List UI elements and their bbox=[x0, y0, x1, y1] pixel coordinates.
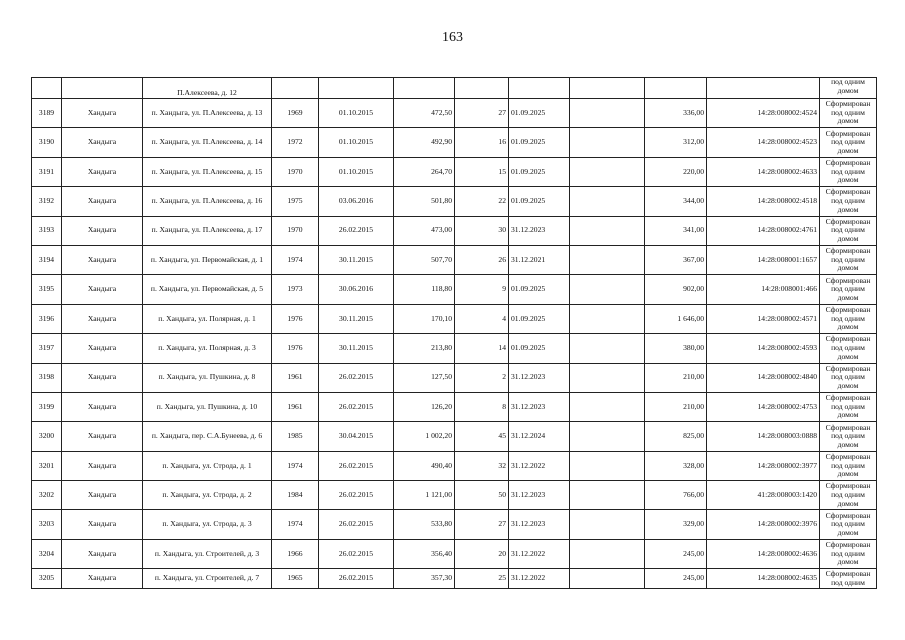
date-cell: 30.11.2015 bbox=[319, 334, 394, 363]
note-cell: Сформирован под одним домом bbox=[820, 304, 877, 333]
year-built-cell: 1976 bbox=[272, 304, 319, 333]
value-cell: 210,00 bbox=[645, 392, 707, 421]
area-cell: 472,50 bbox=[394, 99, 455, 128]
deadline-date-cell: 31.12.2023 bbox=[509, 392, 570, 421]
residents-count-cell: 26 bbox=[455, 245, 509, 274]
row-number-cell: 3200 bbox=[32, 422, 62, 451]
address-cell: п. Хандыга, ул. П.Алексеева, д. 17 bbox=[143, 216, 272, 245]
value-cell: 245,00 bbox=[645, 569, 707, 589]
value-cell: 210,00 bbox=[645, 363, 707, 392]
locality-cell: Хандыга bbox=[62, 245, 143, 274]
year-built-cell: 1976 bbox=[272, 334, 319, 363]
table-row bbox=[32, 481, 877, 510]
cadastral-number-cell: 14:28:008002:4524 bbox=[707, 99, 820, 128]
note-cell: Сформирован под одним домом bbox=[820, 334, 877, 363]
year-built-cell: 1974 bbox=[272, 245, 319, 274]
date-cell: 30.11.2015 bbox=[319, 304, 394, 333]
year-built-cell: 1985 bbox=[272, 422, 319, 451]
area-cell: 357,30 bbox=[394, 569, 455, 589]
empty-cell bbox=[570, 451, 645, 480]
residents-count-cell: 15 bbox=[455, 157, 509, 186]
date-cell: 26.02.2015 bbox=[319, 481, 394, 510]
row-number-cell: 3189 bbox=[32, 99, 62, 128]
residents-count-cell: 16 bbox=[455, 128, 509, 157]
value-cell: 245,00 bbox=[645, 539, 707, 568]
cadastral-number-cell bbox=[707, 78, 820, 99]
cadastral-number-cell: 14:28:008002:4523 bbox=[707, 128, 820, 157]
locality-cell: Хандыга bbox=[62, 569, 143, 589]
address-cell: п. Хандыга, ул. Пушкина, д. 8 bbox=[143, 363, 272, 392]
residents-count-cell: 32 bbox=[455, 451, 509, 480]
value-cell: 336,00 bbox=[645, 99, 707, 128]
table-row bbox=[32, 539, 877, 568]
row-number-cell: 3196 bbox=[32, 304, 62, 333]
residents-count-cell: 30 bbox=[455, 216, 509, 245]
area-cell: 473,00 bbox=[394, 216, 455, 245]
date-cell: 01.10.2015 bbox=[319, 128, 394, 157]
residents-count-cell: 4 bbox=[455, 304, 509, 333]
empty-cell bbox=[570, 334, 645, 363]
table-row bbox=[32, 99, 877, 128]
deadline-date-cell bbox=[509, 78, 570, 99]
note-cell: Сформирован под одним домом bbox=[820, 245, 877, 274]
locality-cell: Хандыга bbox=[62, 334, 143, 363]
address-cell: П.Алексеева, д. 12 bbox=[143, 78, 272, 99]
table-row bbox=[32, 304, 877, 333]
date-cell: 01.10.2015 bbox=[319, 99, 394, 128]
empty-cell bbox=[570, 569, 645, 589]
area-cell: 501,80 bbox=[394, 187, 455, 216]
empty-cell bbox=[570, 392, 645, 421]
note-cell: Сформирован под одним домом bbox=[820, 451, 877, 480]
empty-cell bbox=[570, 539, 645, 568]
deadline-date-cell: 31.12.2022 bbox=[509, 451, 570, 480]
year-built-cell: 1961 bbox=[272, 392, 319, 421]
area-cell: 170,10 bbox=[394, 304, 455, 333]
date-cell: 26.02.2015 bbox=[319, 569, 394, 589]
note-cell: Сформирован под одним домом bbox=[820, 275, 877, 304]
residents-count-cell: 9 bbox=[455, 275, 509, 304]
row-number-cell: 3198 bbox=[32, 363, 62, 392]
address-cell: п. Хандыга, ул. Полярная, д. 1 bbox=[143, 304, 272, 333]
cadastral-number-cell: 14:28:008002:3976 bbox=[707, 510, 820, 539]
housing-registry-table bbox=[31, 77, 877, 589]
cadastral-number-cell: 14:28:008002:4635 bbox=[707, 569, 820, 589]
deadline-date-cell: 01.09.2025 bbox=[509, 304, 570, 333]
value-cell: 312,00 bbox=[645, 128, 707, 157]
date-cell: 26.02.2015 bbox=[319, 363, 394, 392]
note-cell: Сформирован под одним домом bbox=[820, 422, 877, 451]
empty-cell bbox=[570, 304, 645, 333]
address-cell: п. Хандыга, ул. Строда, д. 1 bbox=[143, 451, 272, 480]
table-row bbox=[32, 334, 877, 363]
row-number-cell: 3201 bbox=[32, 451, 62, 480]
residents-count-cell: 8 bbox=[455, 392, 509, 421]
residents-count-cell: 45 bbox=[455, 422, 509, 451]
note-cell: Сформирован под одним домом bbox=[820, 187, 877, 216]
locality-cell: Хандыга bbox=[62, 187, 143, 216]
year-built-cell: 1966 bbox=[272, 539, 319, 568]
value-cell: 367,00 bbox=[645, 245, 707, 274]
area-cell bbox=[394, 78, 455, 99]
area-cell: 490,40 bbox=[394, 451, 455, 480]
cadastral-number-cell: 14:28:008002:4761 bbox=[707, 216, 820, 245]
note-cell: Сформирован под одним домом bbox=[820, 128, 877, 157]
locality-cell: Хандыга bbox=[62, 157, 143, 186]
area-cell: 127,50 bbox=[394, 363, 455, 392]
page-number: 163 bbox=[442, 30, 463, 45]
locality-cell: Хандыга bbox=[62, 422, 143, 451]
value-cell: 380,00 bbox=[645, 334, 707, 363]
area-cell: 492,90 bbox=[394, 128, 455, 157]
row-number-cell: 3202 bbox=[32, 481, 62, 510]
row-number-cell: 3194 bbox=[32, 245, 62, 274]
locality-cell: Хандыга bbox=[62, 216, 143, 245]
area-cell: 213,80 bbox=[394, 334, 455, 363]
locality-cell: Хандыга bbox=[62, 510, 143, 539]
empty-cell bbox=[570, 187, 645, 216]
value-cell bbox=[645, 78, 707, 99]
table-row bbox=[32, 275, 877, 304]
empty-cell bbox=[570, 216, 645, 245]
residents-count-cell: 50 bbox=[455, 481, 509, 510]
note-cell: Сформирован под одним домом bbox=[820, 392, 877, 421]
residents-count-cell: 25 bbox=[455, 569, 509, 589]
date-cell: 30.11.2015 bbox=[319, 245, 394, 274]
year-built-cell: 1961 bbox=[272, 363, 319, 392]
address-cell: п. Хандыга, ул. Строда, д. 2 bbox=[143, 481, 272, 510]
row-number-cell: 3191 bbox=[32, 157, 62, 186]
cadastral-number-cell: 14:28:008002:4571 bbox=[707, 304, 820, 333]
value-cell: 344,00 bbox=[645, 187, 707, 216]
address-cell: п. Хандыга, ул. Пушкина, д. 10 bbox=[143, 392, 272, 421]
table-row bbox=[32, 187, 877, 216]
cadastral-number-cell: 14:28:008002:3977 bbox=[707, 451, 820, 480]
year-built-cell: 1972 bbox=[272, 128, 319, 157]
table-row bbox=[32, 510, 877, 539]
note-cell: Сформирован под одним домом bbox=[820, 539, 877, 568]
locality-cell: Хандыга bbox=[62, 451, 143, 480]
deadline-date-cell: 31.12.2021 bbox=[509, 245, 570, 274]
area-cell: 126,20 bbox=[394, 392, 455, 421]
residents-count-cell: 22 bbox=[455, 187, 509, 216]
area-cell: 118,80 bbox=[394, 275, 455, 304]
deadline-date-cell: 31.12.2023 bbox=[509, 481, 570, 510]
table-row bbox=[32, 451, 877, 480]
cadastral-number-cell: 41:28:008003:1420 bbox=[707, 481, 820, 510]
locality-cell: Хандыга bbox=[62, 539, 143, 568]
deadline-date-cell: 31.12.2023 bbox=[509, 216, 570, 245]
address-cell: п. Хандыга, ул. Первомайская, д. 5 bbox=[143, 275, 272, 304]
date-cell: 26.02.2015 bbox=[319, 510, 394, 539]
empty-cell bbox=[570, 510, 645, 539]
empty-cell bbox=[570, 422, 645, 451]
residents-count-cell: 27 bbox=[455, 99, 509, 128]
address-cell: п. Хандыга, ул. Строда, д. 3 bbox=[143, 510, 272, 539]
area-cell: 356,40 bbox=[394, 539, 455, 568]
cadastral-number-cell: 14:28:008002:4633 bbox=[707, 157, 820, 186]
cadastral-number-cell: 14:28:008003:0888 bbox=[707, 422, 820, 451]
empty-cell bbox=[570, 275, 645, 304]
table-row bbox=[32, 128, 877, 157]
note-cell: Сформирован под одним домом bbox=[820, 510, 877, 539]
row-number-cell: 3204 bbox=[32, 539, 62, 568]
deadline-date-cell: 31.12.2023 bbox=[509, 363, 570, 392]
address-cell: п. Хандыга, ул. П.Алексеева, д. 13 bbox=[143, 99, 272, 128]
empty-cell bbox=[570, 245, 645, 274]
value-cell: 329,00 bbox=[645, 510, 707, 539]
year-built-cell: 1974 bbox=[272, 510, 319, 539]
area-cell: 507,70 bbox=[394, 245, 455, 274]
locality-cell: Хандыга bbox=[62, 304, 143, 333]
note-cell: Сформирован под одним домом bbox=[820, 99, 877, 128]
deadline-date-cell: 01.09.2025 bbox=[509, 187, 570, 216]
date-cell: 30.06.2016 bbox=[319, 275, 394, 304]
empty-cell bbox=[570, 128, 645, 157]
note-cell: Сформирован под одним домом bbox=[820, 157, 877, 186]
row-number-cell bbox=[32, 78, 62, 99]
year-built-cell: 1969 bbox=[272, 99, 319, 128]
cadastral-number-cell: 14:28:008002:4840 bbox=[707, 363, 820, 392]
date-cell: 26.02.2015 bbox=[319, 216, 394, 245]
residents-count-cell: 27 bbox=[455, 510, 509, 539]
date-cell: 03.06.2016 bbox=[319, 187, 394, 216]
date-cell: 26.02.2015 bbox=[319, 392, 394, 421]
area-cell: 264,70 bbox=[394, 157, 455, 186]
year-built-cell: 1970 bbox=[272, 157, 319, 186]
empty-cell bbox=[570, 481, 645, 510]
year-built-cell: 1974 bbox=[272, 451, 319, 480]
cadastral-number-cell: 14:28:008002:4753 bbox=[707, 392, 820, 421]
note-cell: под одним домом bbox=[820, 78, 877, 99]
table-row bbox=[32, 78, 877, 99]
date-cell: 26.02.2015 bbox=[319, 451, 394, 480]
locality-cell: Хандыга bbox=[62, 99, 143, 128]
year-built-cell: 1975 bbox=[272, 187, 319, 216]
cadastral-number-cell: 14:28:008002:4593 bbox=[707, 334, 820, 363]
year-built-cell: 1970 bbox=[272, 216, 319, 245]
note-cell: Сформирован под одним bbox=[820, 569, 877, 589]
note-cell: Сформирован под одним домом bbox=[820, 363, 877, 392]
address-cell: п. Хандыга, ул. Первомайская, д. 1 bbox=[143, 245, 272, 274]
locality-cell: Хандыга bbox=[62, 481, 143, 510]
value-cell: 825,00 bbox=[645, 422, 707, 451]
date-cell: 30.04.2015 bbox=[319, 422, 394, 451]
cadastral-number-cell: 14:28:008001:1657 bbox=[707, 245, 820, 274]
table-row bbox=[32, 363, 877, 392]
residents-count-cell: 14 bbox=[455, 334, 509, 363]
address-cell: п. Хандыга, ул. П.Алексеева, д. 15 bbox=[143, 157, 272, 186]
empty-cell bbox=[570, 157, 645, 186]
deadline-date-cell: 31.12.2023 bbox=[509, 510, 570, 539]
table-row bbox=[32, 157, 877, 186]
table-row bbox=[32, 245, 877, 274]
empty-cell bbox=[570, 99, 645, 128]
empty-cell bbox=[570, 363, 645, 392]
row-number-cell: 3203 bbox=[32, 510, 62, 539]
value-cell: 1 646,00 bbox=[645, 304, 707, 333]
row-number-cell: 3199 bbox=[32, 392, 62, 421]
locality-cell: Хандыга bbox=[62, 392, 143, 421]
table-body bbox=[32, 78, 877, 589]
note-cell: Сформирован под одним домом bbox=[820, 216, 877, 245]
value-cell: 220,00 bbox=[645, 157, 707, 186]
row-number-cell: 3193 bbox=[32, 216, 62, 245]
residents-count-cell: 2 bbox=[455, 363, 509, 392]
date-cell: 26.02.2015 bbox=[319, 539, 394, 568]
row-number-cell: 3190 bbox=[32, 128, 62, 157]
table-row bbox=[32, 216, 877, 245]
value-cell: 902,00 bbox=[645, 275, 707, 304]
area-cell: 1 002,20 bbox=[394, 422, 455, 451]
table-row bbox=[32, 422, 877, 451]
cadastral-number-cell: 14:28:008002:4518 bbox=[707, 187, 820, 216]
address-cell: п. Хандыга, ул. П.Алексеева, д. 16 bbox=[143, 187, 272, 216]
cadastral-number-cell: 14:28:008001:466 bbox=[707, 275, 820, 304]
table-row bbox=[32, 392, 877, 421]
deadline-date-cell: 01.09.2025 bbox=[509, 334, 570, 363]
note-cell: Сформирован под одним домом bbox=[820, 481, 877, 510]
value-cell: 328,00 bbox=[645, 451, 707, 480]
residents-count-cell bbox=[455, 78, 509, 99]
row-number-cell: 3197 bbox=[32, 334, 62, 363]
address-cell: п. Хандыга, пер. С.А.Бунеева, д. 6 bbox=[143, 422, 272, 451]
address-cell: п. Хандыга, ул. П.Алексеева, д. 14 bbox=[143, 128, 272, 157]
deadline-date-cell: 01.09.2025 bbox=[509, 128, 570, 157]
year-built-cell: 1984 bbox=[272, 481, 319, 510]
year-built-cell: 1965 bbox=[272, 569, 319, 589]
deadline-date-cell: 31.12.2022 bbox=[509, 539, 570, 568]
date-cell bbox=[319, 78, 394, 99]
deadline-date-cell: 31.12.2022 bbox=[509, 569, 570, 589]
value-cell: 766,00 bbox=[645, 481, 707, 510]
year-built-cell bbox=[272, 78, 319, 99]
area-cell: 533,80 bbox=[394, 510, 455, 539]
locality-cell bbox=[62, 78, 143, 99]
address-cell: п. Хандыга, ул. Строителей, д. 7 bbox=[143, 569, 272, 589]
deadline-date-cell: 31.12.2024 bbox=[509, 422, 570, 451]
deadline-date-cell: 01.09.2025 bbox=[509, 157, 570, 186]
deadline-date-cell: 01.09.2025 bbox=[509, 275, 570, 304]
year-built-cell: 1973 bbox=[272, 275, 319, 304]
table-row bbox=[32, 569, 877, 589]
empty-cell bbox=[570, 78, 645, 99]
value-cell: 341,00 bbox=[645, 216, 707, 245]
area-cell: 1 121,00 bbox=[394, 481, 455, 510]
locality-cell: Хандыга bbox=[62, 128, 143, 157]
residents-count-cell: 20 bbox=[455, 539, 509, 568]
date-cell: 01.10.2015 bbox=[319, 157, 394, 186]
address-cell: п. Хандыга, ул. Полярная, д. 3 bbox=[143, 334, 272, 363]
locality-cell: Хандыга bbox=[62, 275, 143, 304]
deadline-date-cell: 01.09.2025 bbox=[509, 99, 570, 128]
locality-cell: Хандыга bbox=[62, 363, 143, 392]
row-number-cell: 3195 bbox=[32, 275, 62, 304]
row-number-cell: 3205 bbox=[32, 569, 62, 589]
cadastral-number-cell: 14:28:008002:4636 bbox=[707, 539, 820, 568]
address-cell: п. Хандыга, ул. Строителей, д. 3 bbox=[143, 539, 272, 568]
row-number-cell: 3192 bbox=[32, 187, 62, 216]
